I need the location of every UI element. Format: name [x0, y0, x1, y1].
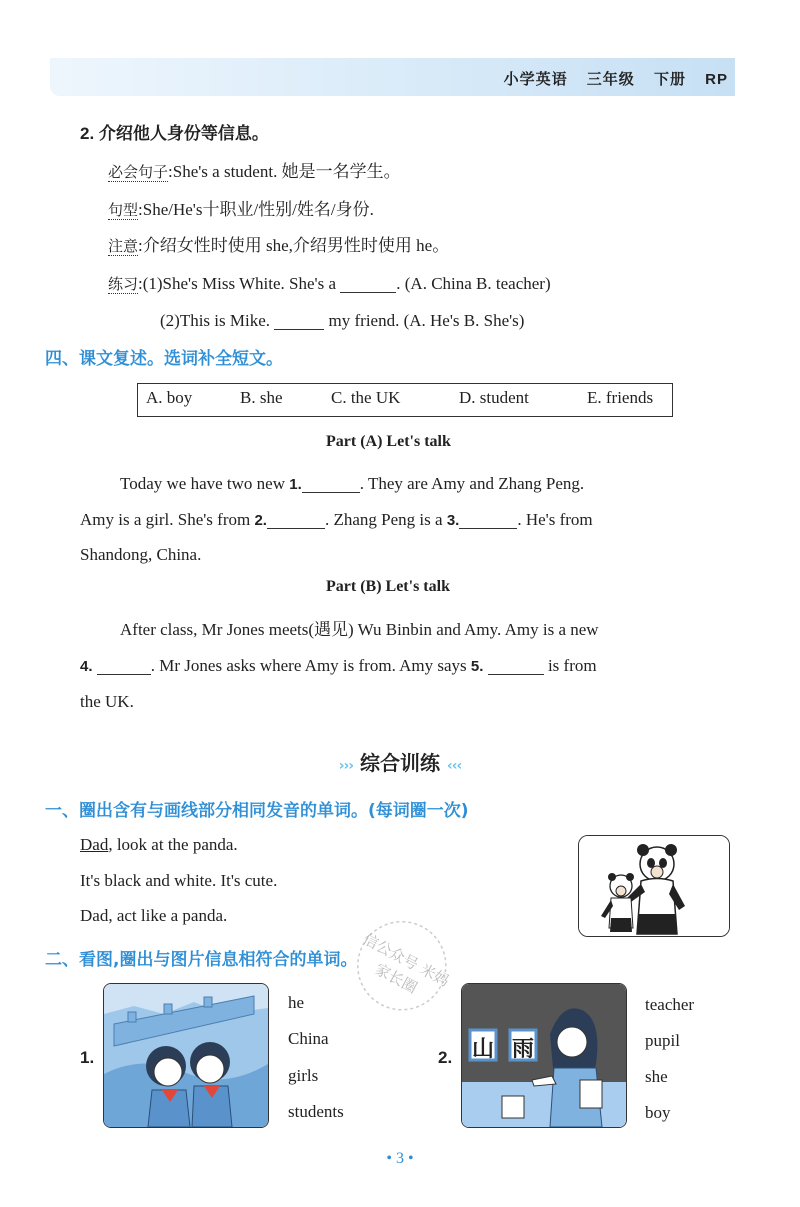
pic1-word-3[interactable]: girls — [288, 1066, 319, 1085]
stamp-text: 信公众号 米妈家长圈 — [359, 929, 453, 998]
board-char-2: 雨 — [511, 1037, 534, 1062]
q1-line-3: Dad, act like a panda. — [80, 906, 228, 925]
answer-blank[interactable] — [97, 656, 151, 675]
answer-blank[interactable] — [459, 510, 517, 529]
item2-title: 2. 介绍他人身份等信息。 — [80, 124, 269, 143]
part-b-line-2 — [80, 648, 597, 685]
practice-2-post: my friend. (A. He's B. She's) — [328, 311, 525, 330]
header-grade: 三年级 — [586, 71, 635, 88]
answer-blank[interactable] — [267, 510, 325, 529]
must-text: :She's a student. 她是一名学生。 — [168, 162, 401, 181]
text-span: . Mr Jones asks where Amy is from. Amy says — [150, 656, 467, 675]
answer-blank[interactable] — [274, 311, 324, 330]
panda-illustration — [579, 836, 729, 936]
note-text: :介绍女性时使用 she,介绍男性时使用 he。 — [138, 236, 450, 255]
practice-2-pre: (2)This is Mike. — [160, 311, 271, 330]
practice-1-pre: :(1)She's Miss White. She's a — [138, 274, 337, 293]
header-edition: RP — [705, 71, 728, 88]
text-span: is from — [547, 656, 597, 675]
pic1-word-4[interactable]: students — [288, 1102, 344, 1121]
pic1-word-2[interactable]: China — [288, 1029, 329, 1048]
pattern-label: 句型 — [108, 201, 139, 219]
text-span: Today we have two new — [120, 474, 285, 493]
option-b: B. she — [240, 388, 283, 407]
picture-1-number: 1. — [80, 1048, 95, 1067]
part-a-line-1 — [120, 466, 584, 503]
great-wall-illustration — [104, 984, 268, 1127]
note-label: 注意 — [108, 237, 139, 255]
blank-number: 3. — [446, 512, 460, 529]
header-info — [490, 68, 728, 89]
blank-number: 4. — [80, 658, 93, 675]
text-span: , look at the panda. — [108, 835, 238, 854]
panda-costume-picture — [578, 835, 730, 937]
pic2-word-4[interactable]: boy — [645, 1103, 671, 1122]
part-b-line-3: the UK. — [80, 692, 134, 711]
text-span: . Zhang Peng is a — [324, 510, 443, 529]
part-a-line-3: Shandong, China. — [80, 545, 202, 564]
training-title-text: 综合训练 — [360, 751, 440, 775]
board-char-1: 山 — [471, 1037, 494, 1062]
blank-number: 2. — [254, 512, 267, 529]
answer-blank[interactable] — [488, 656, 544, 675]
q1-line-1 — [80, 833, 238, 857]
option-d: D. student — [459, 388, 529, 407]
great-wall-picture — [103, 983, 269, 1128]
answer-blank[interactable] — [302, 474, 360, 493]
note-line — [108, 234, 449, 258]
pic2-word-1[interactable]: teacher — [645, 995, 695, 1014]
pattern-text: :She/He's十职业/性别/姓名/身份. — [138, 200, 374, 219]
text-span: . He's from — [517, 510, 593, 529]
option-e: E. friends — [587, 388, 654, 407]
training-title — [300, 747, 500, 776]
part-a-line-2 — [80, 502, 593, 539]
part-b-line-1: After class, Mr Jones meets(遇见) Wu Binbin and Amy. Amy is a new — [120, 620, 599, 639]
practice-line-2 — [160, 309, 524, 333]
blank-number: 5. — [470, 658, 484, 675]
q2-title: 二、看图,圈出与图片信息相符合的单词。 — [45, 950, 358, 970]
pic2-word-3[interactable]: she — [645, 1067, 668, 1086]
underlined-word: Dad — [80, 835, 109, 854]
option-c: C. the UK — [331, 388, 401, 407]
text-span: . They are Amy and Zhang Peng. — [359, 474, 585, 493]
classroom-picture — [461, 983, 627, 1128]
section4-title: 四、课文复述。选词补全短文。 — [45, 349, 283, 369]
part-b-title: Part (B) Let's talk — [326, 578, 450, 595]
pattern-line — [108, 198, 374, 222]
option-a: A. boy — [146, 388, 193, 407]
must-label: 必会句子 — [108, 163, 169, 181]
q1-title: 一、圈出含有与画线部分相同发音的单词。(每词圈一次) — [45, 801, 469, 821]
picture-2-number: 2. — [438, 1048, 453, 1067]
header-subject: 小学英语 — [503, 71, 568, 88]
pic1-word-1[interactable]: he — [288, 993, 305, 1012]
pic2-word-2[interactable]: pupil — [645, 1031, 680, 1050]
blank-number: 1. — [289, 476, 302, 493]
part-a-title: Part (A) Let's talk — [326, 433, 451, 450]
practice-1-post: . (A. China B. teacher) — [396, 274, 551, 293]
chevron-left-icon: ‹‹‹ — [446, 758, 462, 774]
chevron-right-icon: ››› — [338, 758, 354, 774]
must-sentence-line — [108, 160, 401, 184]
header-volume: 下册 — [653, 71, 686, 88]
practice-line-1 — [108, 272, 551, 296]
text-span: Amy is a girl. She's from — [80, 510, 251, 529]
q1-line-2: It's black and white. It's cute. — [80, 871, 278, 890]
practice-label: 练习 — [108, 275, 139, 293]
answer-blank[interactable] — [340, 274, 396, 293]
page-number: • 3 • — [386, 1150, 414, 1167]
